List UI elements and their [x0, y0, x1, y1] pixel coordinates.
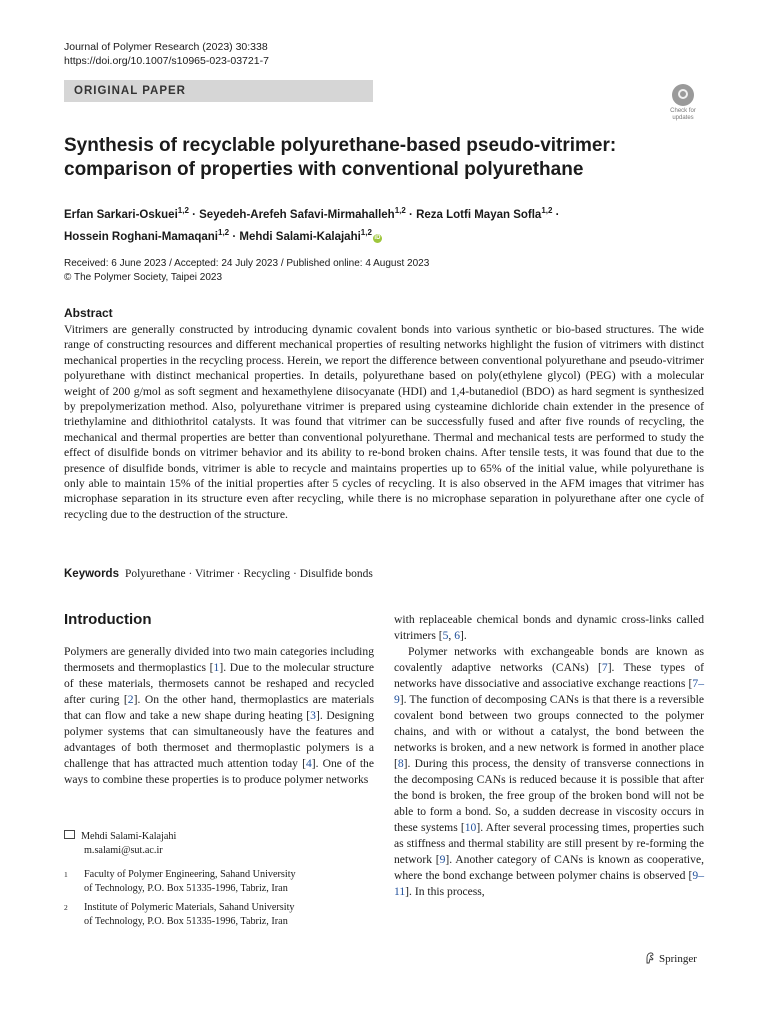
- author-separator: ·: [229, 230, 240, 243]
- envelope-icon: [64, 830, 75, 839]
- citation-link[interactable]: 1: [213, 661, 220, 674]
- introduction-heading: Introduction: [64, 611, 152, 628]
- corresponding-author-name: Mehdi Salami-Kalajahi: [81, 831, 177, 842]
- intro-left-column: [64, 644, 374, 788]
- citation-link[interactable]: 9: [439, 853, 446, 866]
- abstract-text: Vitrimers are generally constructed by introducing dynamic covalent bonds into various synthetic or bio-based structures. The wide range of constructing resources and different mechanical properties of resulting networks highlight the fusion of vitrimers with distinct mechanical properties in the recycling process. Herein, we report the difference between conventional polyurethane and pseudo-vitrimer polyurethane with distinct mechanical properties. In details, polyurethane based on poly(ethylene glycol) (PEG) with a molecular weight of 200 g/mol as soft segment and hexamethylene diisocyanate (HDI) and 1,4-butanediol (BDO) as hard segment is synthesized by prepolymerization method. Also, polyurethane vitrimer is prepared using cysteamine dichloride chain extender in the presence of triethylamine and dithiothritol catalysts. It was found that vitrimer can be successfully fused and after five rounds of recycling, the mechanical and thermal properties are better than conventional polyurethane. Thermal and mechanical tests are performed to study the effect of disulfide bonds on vitrimer behavior and its ability to re-bond broken chains. After tensile tests, it was found that due to the presence of disulfide bonds, vitrimer is able to recycle and maintains properties up to 65% of the initial value, while polyurethane is only able to maintain 15% of the initial properties after 5 cycles of recycling. It is also observed in the AFM images that vitrimer has microphase separation in its structure even after recycling, while there is no microphase separation in polyurethane after one cycle of recycling due to the destruction of the structure.: [64, 323, 704, 521]
- affiliation-2: [64, 901, 364, 929]
- author-1[interactable]: Erfan Sarkari-Oskuei: [64, 208, 178, 221]
- doi-link[interactable]: https://doi.org/10.1007/s10965-023-03721-7: [64, 55, 269, 67]
- author-4-affil: 1,2: [218, 227, 230, 237]
- author-separator: ·: [552, 208, 560, 221]
- author-separator: ·: [405, 208, 417, 221]
- citation-link[interactable]: 6: [454, 629, 461, 642]
- affiliation-2-line2: of Technology, P.O. Box 51335-1996, Tabriz, Iran: [84, 916, 288, 927]
- affiliation-1-line2: of Technology, P.O. Box 51335-1996, Tabriz, Iran: [84, 883, 288, 894]
- affiliation-2-line1: Institute of Polymeric Materials, Sahand University: [84, 902, 295, 913]
- keywords: [64, 566, 704, 582]
- springer-horse-icon: [645, 952, 655, 964]
- citation-link[interactable]: 4: [305, 757, 312, 770]
- citation-link[interactable]: 3: [310, 709, 316, 722]
- affiliation-1-number: 1: [64, 870, 68, 879]
- author-list: [64, 202, 704, 246]
- author-2-affil: 1,2: [394, 206, 406, 215]
- citation-link[interactable]: 7: [601, 661, 608, 674]
- author-1-affil: 1,2: [177, 206, 189, 215]
- affiliation-1-line1: Faculty of Polymer Engineering, Sahand University: [84, 869, 296, 880]
- citation-link[interactable]: 10: [464, 821, 477, 834]
- author-3-affil: 1,2: [541, 206, 553, 215]
- intro-paragraph-1: Polymers are generally divided into two main categories including thermosets and thermoplastics [1]. Due to the molecular structure of these materials, thermosets cannot be reshaped and recycled after curing [2]. On the other hand, thermoplastics are materials that can flow and take a new shape during heating [3]. Designing polymer systems that can simultaneously have the features and advantages of both thermoset and thermoplastic polymers is a challenge that has attracted much attention today [4]. One of the ways to combine these properties is to produce polymer networks: [64, 645, 374, 786]
- affiliation-1: [64, 868, 364, 896]
- author-separator: ·: [188, 208, 200, 221]
- article-type-banner: [64, 80, 373, 102]
- check-updates-line2: updates: [672, 115, 694, 121]
- author-4[interactable]: Hossein Roghani-Mamaqani: [64, 230, 218, 243]
- publisher-logo: [645, 952, 697, 966]
- orcid-icon[interactable]: iD: [374, 234, 381, 241]
- check-for-updates-badge[interactable]: [664, 84, 702, 124]
- copyright-line: © The Polymer Society, Taipei 2023: [64, 272, 223, 283]
- title-line-2: comparison of properties with conventional polyurethane: [64, 159, 584, 180]
- citation-link[interactable]: 8: [397, 757, 404, 770]
- keywords-label: Keywords: [64, 568, 119, 580]
- affiliation-2-number: 2: [64, 903, 68, 912]
- check-updates-line1: Check for: [670, 108, 696, 114]
- article-type-label: ORIGINAL PAPER: [74, 85, 186, 97]
- abstract-heading: Abstract: [64, 306, 113, 320]
- keywords-list: Polyurethane · Vitrimer · Recycling · Disulfide bonds: [124, 568, 373, 580]
- citation-link[interactable]: 2: [127, 693, 134, 706]
- title-line-1: Synthesis of recyclable polyurethane-based pseudo-vitrimer:: [64, 135, 617, 156]
- publisher-name: Springer: [659, 953, 697, 965]
- intro-right-column: [394, 612, 704, 900]
- intro-paragraph-2: Polymer networks with exchangeable bonds are known as covalently adaptive networks (CANs) [7]. These types of networks have dissociative and associative exchange reactions [7–9]. The function of decomposing CANs is that there is a reversible covalent bond between two groups connected to the polymer chains, and with or without a catalyst, the bond between the networks is broken, and a new network is formed in another place [8]. During this process, the density of transverse connections in the decomposing CANs is reduced because it is possible that after the bond is broken, the free group of the broken bond will not be able to form a bond. So, a sudden decrease in viscosity occurs in these systems [10]. After several processing times, properties such as stiffness and thermal stability are still present by re-forming the network [9]. Another category of CANs is known as cooperative, where the bond exchange between polymer chains is observed [9–11]. In this process,: [394, 645, 704, 898]
- author-5-affil: 1,2: [360, 227, 372, 237]
- citation-link[interactable]: 7–9: [394, 677, 704, 706]
- corresponding-author-email[interactable]: m.salami@sut.ac.ir: [84, 845, 163, 856]
- paper-title: [64, 134, 704, 182]
- publication-dates: [64, 257, 704, 285]
- check-updates-icon: [672, 84, 694, 106]
- corresponding-author-note: [64, 830, 364, 858]
- citation-link[interactable]: 5: [442, 629, 449, 642]
- intro-paragraph-1-cont: with replaceable chemical bonds and dynamic cross-links called vitrimers [5, 6].: [394, 613, 704, 642]
- author-2[interactable]: Seyedeh-Arefeh Safavi-Mirmahalleh: [199, 208, 395, 221]
- author-5[interactable]: Mehdi Salami-Kalajahi: [239, 230, 361, 243]
- received-accepted-published: Received: 6 June 2023 / Accepted: 24 July 2023 / Published online: 4 August 2023: [64, 258, 430, 269]
- citation-link[interactable]: 9–11: [394, 869, 704, 898]
- journal-citation: Journal of Polymer Research (2023) 30:338: [64, 41, 268, 53]
- author-3[interactable]: Reza Lotfi Mayan Sofla: [416, 208, 542, 221]
